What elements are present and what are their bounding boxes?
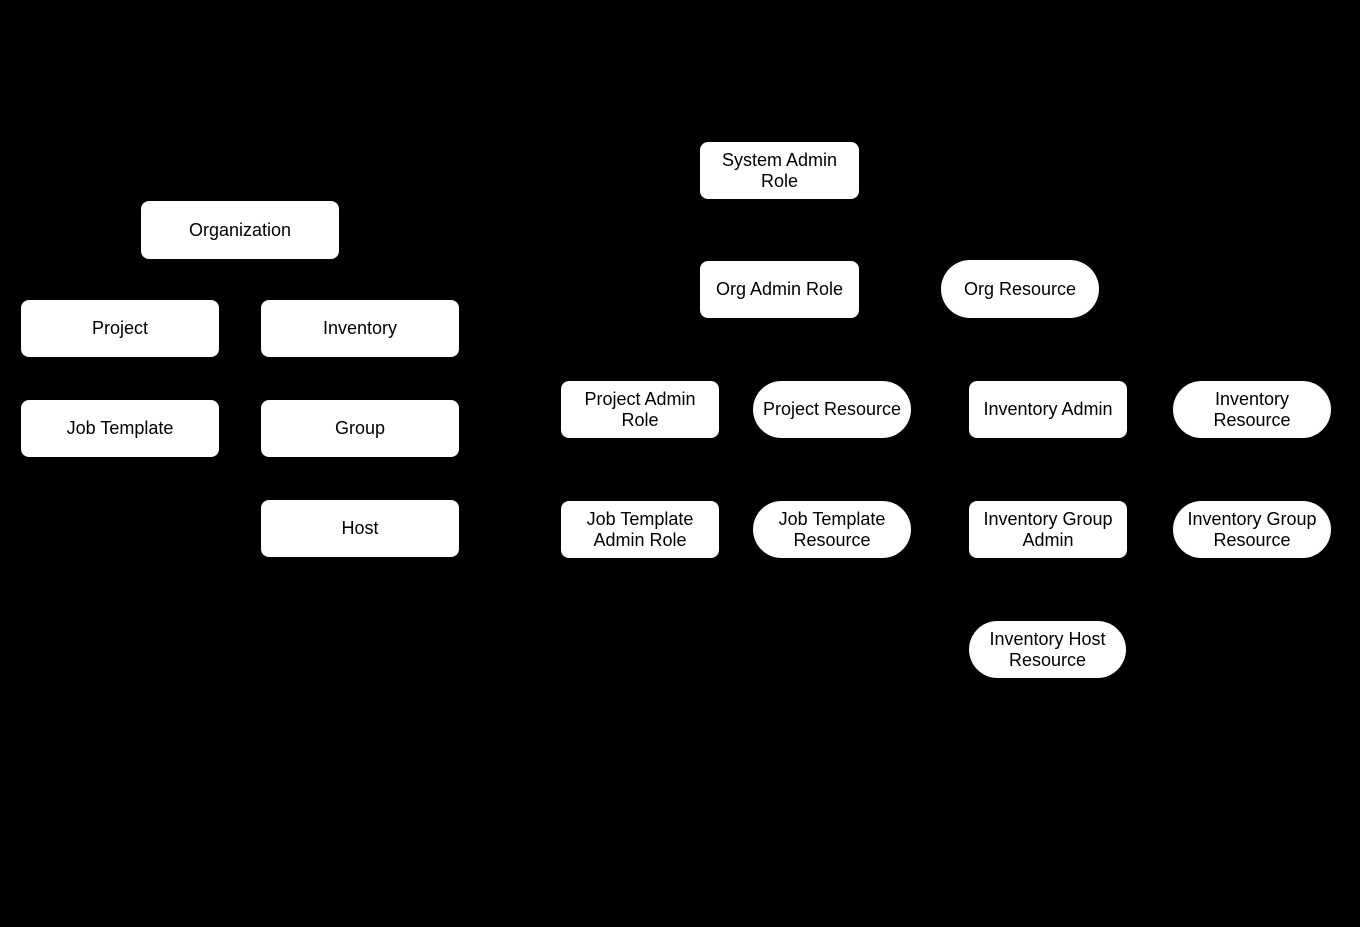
- system-admin-role-node: [700, 142, 859, 199]
- inventory-group-admin-label: Admin: [1022, 529, 1074, 550]
- job-template-node: [21, 400, 219, 457]
- inventory-group-resource-label: Resource: [1213, 529, 1291, 550]
- job-template-admin-role-label: Job Template: [586, 508, 694, 529]
- project-admin-role-label: Project Admin: [584, 388, 696, 409]
- job-template-admin-role-node: [561, 501, 719, 558]
- group-node: [261, 400, 459, 457]
- project-resource-label: Project Resource: [762, 399, 902, 419]
- organization-node: [141, 201, 339, 259]
- project-admin-role-node: [561, 381, 719, 438]
- inventory-resource-node: [1173, 381, 1331, 438]
- inventory-group-resource-label: Inventory Group: [1187, 508, 1317, 529]
- inventory-resource-label: Resource: [1213, 409, 1291, 430]
- inventory-host-resource-label: Resource: [1008, 649, 1087, 670]
- inventory-group-admin-label: Inventory Group: [983, 508, 1113, 529]
- organization-label: Organization: [188, 219, 292, 240]
- system-admin-role-label: Role: [760, 170, 799, 191]
- job-template-resource-label: Resource: [793, 529, 871, 550]
- org-resource-label: Org Resource: [963, 278, 1077, 299]
- inventory-group-admin-node: [969, 501, 1127, 558]
- project-admin-role-label: Role: [621, 409, 659, 430]
- host-node: [261, 500, 459, 557]
- inventory-host-resource-label: Inventory Host: [989, 628, 1106, 649]
- inventory-admin-label: Inventory Admin: [983, 399, 1113, 419]
- inventory-resource-label: Inventory: [1214, 388, 1290, 409]
- inventory-host-resource-node: [969, 621, 1126, 678]
- inventory-label: Inventory: [322, 318, 398, 338]
- project-resource-node: [753, 381, 911, 438]
- inventory-admin-node: [969, 381, 1127, 438]
- org-admin-role-label: Org Admin Role: [715, 279, 844, 299]
- org-resource-node: [941, 260, 1099, 318]
- job-template-label: Job Template: [66, 418, 174, 438]
- org-admin-role-node: [700, 261, 859, 318]
- job-template-admin-role-label: Admin Role: [593, 529, 687, 550]
- job-template-resource-node: [753, 501, 911, 558]
- system-admin-role-label: System Admin: [721, 149, 838, 170]
- inventory-node: [261, 300, 459, 357]
- host-label: Host: [341, 518, 379, 538]
- inventory-group-resource-node: [1173, 501, 1331, 558]
- job-template-resource-label: Job Template: [778, 508, 886, 529]
- project-label: Project: [91, 318, 149, 338]
- group-label: Group: [334, 418, 386, 438]
- project-node: [21, 300, 219, 357]
